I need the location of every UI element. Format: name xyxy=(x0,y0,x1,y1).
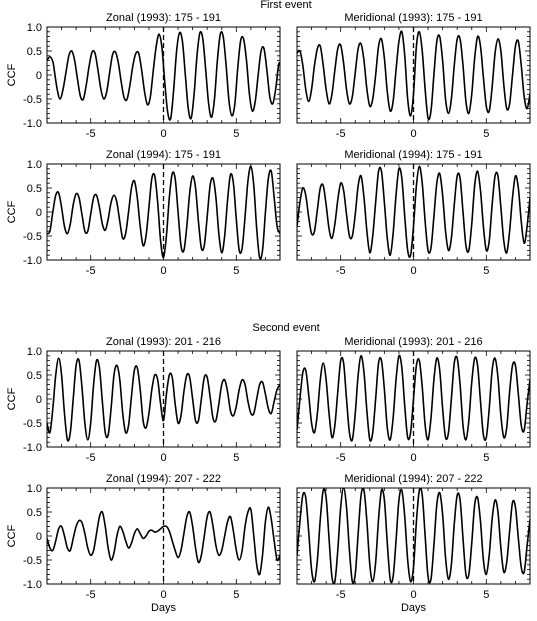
y-tick-label: 1.0 xyxy=(26,346,42,358)
y-tick-label: -1.0 xyxy=(23,579,42,591)
chart-panel-7 xyxy=(6,473,280,614)
x-tick-label: 5 xyxy=(483,265,490,277)
y-tick-label: -0.5 xyxy=(23,94,42,106)
y-tick-label: 0.5 xyxy=(26,46,42,58)
x-tick-label: 0 xyxy=(410,589,417,601)
chart-panel-8 xyxy=(297,473,530,614)
x-axis-label: Days xyxy=(150,602,177,614)
x-tick-label: 5 xyxy=(483,128,490,140)
y-tick-label: 0 xyxy=(35,70,42,82)
x-tick-label: -5 xyxy=(85,265,96,277)
y-tick-label: 0.5 xyxy=(26,370,42,382)
x-tick-label: 0 xyxy=(160,589,167,601)
y-tick-label: -0.5 xyxy=(23,555,42,567)
y-axis-label: CCF xyxy=(6,387,18,411)
x-tick-label: -5 xyxy=(335,128,346,140)
panel-title: Zonal (1993): 175 - 191 xyxy=(106,12,221,24)
y-tick-label: 1.0 xyxy=(26,159,42,171)
y-axis-label: CCF xyxy=(6,63,18,87)
chart-panel-5 xyxy=(6,336,280,464)
y-tick-label: 1.0 xyxy=(26,483,42,495)
panel-title: Meridional (1993): 201 - 216 xyxy=(344,336,483,348)
section-title-second-event: Second event xyxy=(252,322,320,334)
chart-panel-3 xyxy=(6,149,280,277)
y-axis-label: CCF xyxy=(6,524,18,548)
chart-panel-6 xyxy=(297,336,530,464)
x-tick-label: 5 xyxy=(233,589,240,601)
y-tick-label: 0 xyxy=(35,531,42,543)
x-tick-label: -5 xyxy=(85,128,96,140)
chart-panel-2 xyxy=(297,12,530,140)
x-tick-label: -5 xyxy=(85,452,96,464)
x-tick-label: 0 xyxy=(160,452,167,464)
x-tick-label: -5 xyxy=(335,265,346,277)
y-tick-label: -0.5 xyxy=(23,231,42,243)
panel-title: Meridional (1993): 175 - 191 xyxy=(344,12,483,24)
x-tick-label: -5 xyxy=(335,589,346,601)
x-tick-label: 0 xyxy=(160,265,167,277)
panel-title: Meridional (1994): 175 - 191 xyxy=(344,149,483,161)
y-tick-label: -1.0 xyxy=(23,442,42,454)
y-axis-label: CCF xyxy=(6,200,18,224)
x-tick-label: 0 xyxy=(410,452,417,464)
y-tick-label: 0.5 xyxy=(26,507,42,519)
panel-title: Zonal (1993): 201 - 216 xyxy=(106,336,221,348)
y-tick-label: -1.0 xyxy=(23,118,42,130)
x-tick-label: 0 xyxy=(410,128,417,140)
chart-panel-4 xyxy=(297,149,530,277)
x-tick-label: -5 xyxy=(335,452,346,464)
y-tick-label: 0 xyxy=(35,207,42,219)
x-tick-label: 0 xyxy=(410,265,417,277)
panel-title: Zonal (1994): 207 - 222 xyxy=(106,473,221,485)
y-tick-label: 0 xyxy=(35,394,42,406)
chart-panel-1 xyxy=(6,12,280,140)
x-tick-label: 5 xyxy=(483,452,490,464)
x-tick-label: -5 xyxy=(85,589,96,601)
x-tick-label: 5 xyxy=(233,452,240,464)
panel-title: Zonal (1994): 175 - 191 xyxy=(106,149,221,161)
section-title-first-event: First event xyxy=(260,0,312,11)
y-tick-label: 1.0 xyxy=(26,22,42,34)
x-axis-label: Days xyxy=(400,602,427,614)
y-tick-label: -0.5 xyxy=(23,418,42,430)
panel-title: Meridional (1994): 207 - 222 xyxy=(344,473,483,485)
x-tick-label: 0 xyxy=(160,128,167,140)
x-tick-label: 5 xyxy=(233,265,240,277)
y-tick-label: -1.0 xyxy=(23,255,42,267)
x-tick-label: 5 xyxy=(233,128,240,140)
x-tick-label: 5 xyxy=(483,589,490,601)
y-tick-label: 0.5 xyxy=(26,183,42,195)
